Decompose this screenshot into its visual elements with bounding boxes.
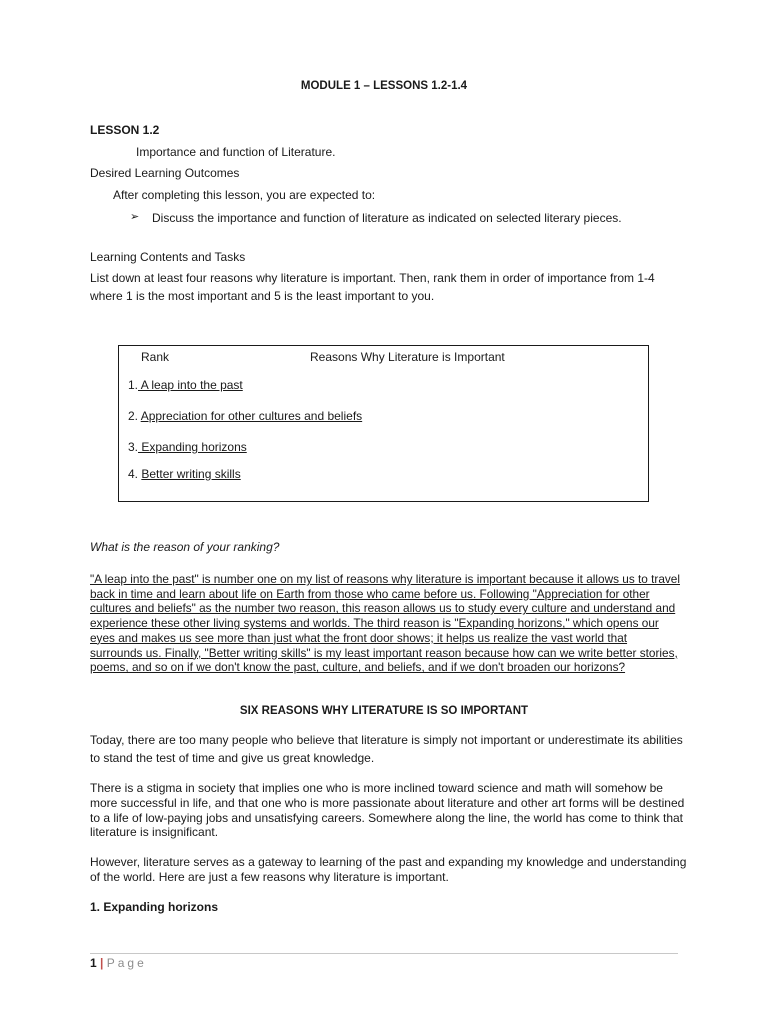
rank-number: 2. — [128, 409, 139, 423]
article-paragraph: There is a stigma in society that implies one who is more inclined toward science and math will somehow be more successful in life, and that one who is more passionate about literature and other art forms will be destined to a life of low-paying jobs and unsatisfying careers. Somewhere along the line, the world has come to think that literature is insignificant. — [90, 781, 685, 840]
article-heading: SIX REASONS WHY LITERATURE IS SO IMPORTANT — [239, 705, 529, 717]
page-footer — [90, 956, 147, 970]
table-row — [128, 440, 247, 454]
reason-text: Appreciation for other cultures and beliefs — [140, 409, 363, 423]
rank-number: 3. — [128, 440, 139, 454]
module-title: MODULE 1 – LESSONS 1.2-1.4 — [300, 80, 468, 92]
table-row — [128, 378, 243, 392]
table-row — [128, 409, 362, 423]
reason-text: A leap into the past — [138, 378, 243, 392]
page-number: 1 — [90, 956, 97, 970]
ranking-answer: "A leap into the past" is number one on my list of reasons why literature is important because it allows us to travel back in time and learn about life on Earth from those who came before us. Following "Appreciation for other cultures and beliefs" as the number two reason, this reason allows us to study every culture and understand and experience these other living systems and worlds. The third reason is "Expanding horizons," which opens our eyes and makes us see more than just what the front door shows; it helps us realize the vast world that surrounds us. Finally, "Better writing skills" is my least important reason because how can we write better stories, poems, and so on if we don't know the past, culture, and beliefs, and if we don't broaden our horizons? — [90, 572, 680, 675]
footer-separator: | — [100, 956, 104, 970]
arrow-bullet-icon: ➢ — [130, 211, 140, 223]
table-row — [128, 467, 241, 481]
section-heading: 1. Expanding horizons — [90, 900, 219, 914]
reasons-column-header: Reasons Why Literature is Important — [310, 350, 505, 364]
lesson-heading: LESSON 1.2 — [90, 123, 160, 137]
reason-text: Expanding horizons — [138, 440, 247, 454]
page-label: Page — [106, 956, 147, 970]
reason-text: Better writing skills — [141, 467, 241, 481]
article-paragraph: However, literature serves as a gateway to learning of the past and expanding my knowledge and understanding of the world. Here are just a few reasons why literature is important. — [90, 855, 687, 884]
article-paragraph: Today, there are too many people who believe that literature is simply not important or underestimate its abilities to stand the test of time and give us great knowledge. — [90, 733, 683, 765]
ranking-table — [118, 345, 649, 502]
rank-column-header: Rank — [141, 350, 170, 364]
outcomes-bullet-text: Discuss the importance and function of literature as indicated on selected literary pieces. — [152, 211, 622, 225]
outcomes-intro: After completing this lesson, you are expected to: — [113, 188, 376, 202]
rank-number: 1. — [128, 378, 139, 392]
task-instructions: List down at least four reasons why literature is important. Then, rank them in order of importance from 1-4 where 1 is the most important and 5 is the least important to you. — [90, 271, 655, 303]
rank-number: 4. — [128, 467, 139, 481]
footer-divider — [90, 953, 678, 954]
lesson-topic: Importance and function of Literature. — [136, 145, 336, 159]
outcomes-heading: Desired Learning Outcomes — [90, 166, 240, 180]
contents-heading: Learning Contents and Tasks — [90, 250, 246, 264]
ranking-question: What is the reason of your ranking? — [90, 540, 280, 554]
